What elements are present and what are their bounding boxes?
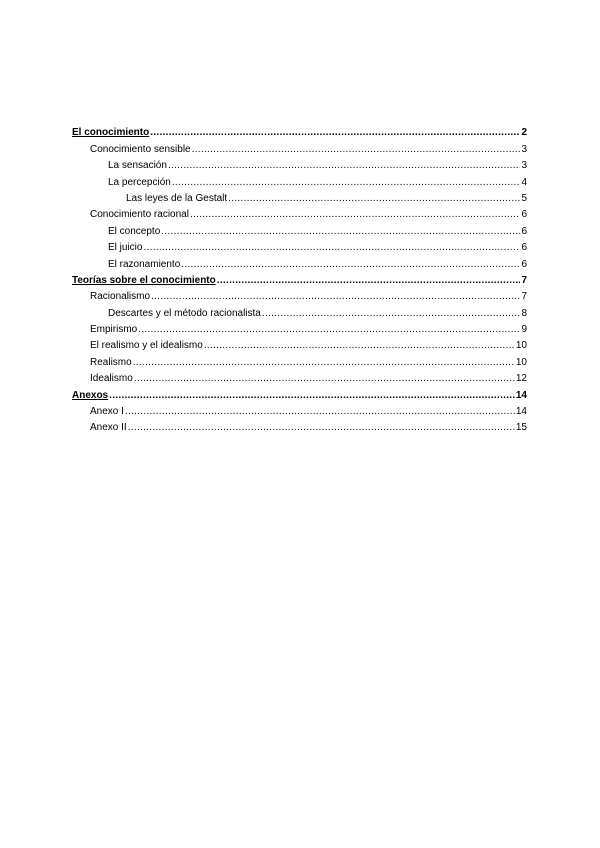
toc-leader-dots [143,242,520,254]
toc-entry[interactable] [72,336,527,352]
toc-entry-page-number: 6 [521,242,527,254]
toc-entry-page-number: 10 [515,340,527,352]
toc-leader-dots [192,144,521,156]
toc-entry-page-number: 15 [515,422,527,434]
toc-leader-dots [161,226,520,238]
toc-entry-title: Empirismo [90,324,138,336]
toc-entry[interactable] [72,156,527,172]
toc-entry-title: Anexos [72,389,109,401]
toc-entry[interactable] [72,254,527,270]
toc-entry-title: El conocimiento [72,127,150,139]
toc-entry-title: Las leyes de la Gestalt [126,192,228,204]
toc-entry[interactable] [72,320,527,336]
toc-entry-page-number: 12 [515,373,527,385]
toc-entry-title: Conocimiento racional [90,209,189,221]
toc-entry-page-number: 5 [521,192,527,204]
toc-leader-dots [168,160,521,172]
toc-entry-title: El juicio [108,242,143,254]
toc-entry-page-number: 10 [515,356,527,368]
toc-entry-page-number: 14 [515,389,527,401]
toc-entry-title: El realismo y el idealismo [90,340,203,352]
toc-entry[interactable] [72,369,527,385]
toc-entry[interactable] [72,385,527,401]
toc-entry[interactable] [72,303,527,319]
toc-entry-page-number: 3 [521,143,527,155]
toc-leader-dots [262,308,521,320]
toc-entry-page-number: 6 [521,225,527,237]
toc-entry-page-number: 6 [521,209,527,221]
toc-entry[interactable] [72,189,527,205]
toc-leader-dots [128,422,515,434]
toc-entry-page-number: 9 [521,324,527,336]
toc-entry[interactable] [72,238,527,254]
toc-leader-dots [190,209,520,221]
toc-leader-dots [125,406,515,418]
toc-leader-dots [150,127,520,139]
toc-entry-page-number: 7 [521,291,527,303]
toc-entry[interactable] [72,205,527,221]
toc-entry[interactable] [72,139,527,155]
toc-entry[interactable] [72,287,527,303]
toc-leader-dots [228,193,520,205]
toc-entry[interactable] [72,172,527,188]
toc-leader-dots [204,340,515,352]
toc-entry-title: Anexo II [90,422,127,434]
toc-leader-dots [181,259,520,271]
toc-entry[interactable] [72,271,527,287]
toc-entry[interactable] [72,352,527,368]
toc-entry-page-number: 8 [521,307,527,319]
toc-entry-title: Descartes y el método racionalista [108,307,261,319]
toc-entry-title: Idealismo [90,373,133,385]
toc-leader-dots [151,291,520,303]
table-of-contents [72,123,527,434]
toc-leader-dots [133,357,515,369]
toc-entry[interactable] [72,418,527,434]
toc-entry-page-number: 14 [515,406,527,418]
toc-entry-title: El razonamiento [108,258,181,270]
toc-entry-page-number: 3 [521,160,527,172]
toc-leader-dots [217,275,521,287]
toc-leader-dots [134,373,515,385]
toc-entry[interactable] [72,221,527,237]
toc-entry-title: La percepción [108,176,171,188]
toc-entry-title: Anexo I [90,406,124,418]
toc-entry-title: El concepto [108,225,161,237]
toc-entry-title: La sensación [108,160,167,172]
toc-entry-page-number: 7 [521,274,527,286]
toc-entry-title: Realismo [90,356,132,368]
toc-leader-dots [172,177,521,189]
toc-entry-title: Teorías sobre el conocimiento [72,274,216,286]
toc-entry[interactable] [72,402,527,418]
toc-entry-page-number: 6 [521,258,527,270]
toc-entry-page-number: 4 [521,176,527,188]
toc-leader-dots [138,324,520,336]
toc-entry-page-number: 2 [521,127,527,139]
toc-entry-title: Racionalismo [90,291,151,303]
toc-entry-title: Conocimiento sensible [90,143,191,155]
toc-entry[interactable] [72,123,527,139]
toc-leader-dots [109,390,515,402]
